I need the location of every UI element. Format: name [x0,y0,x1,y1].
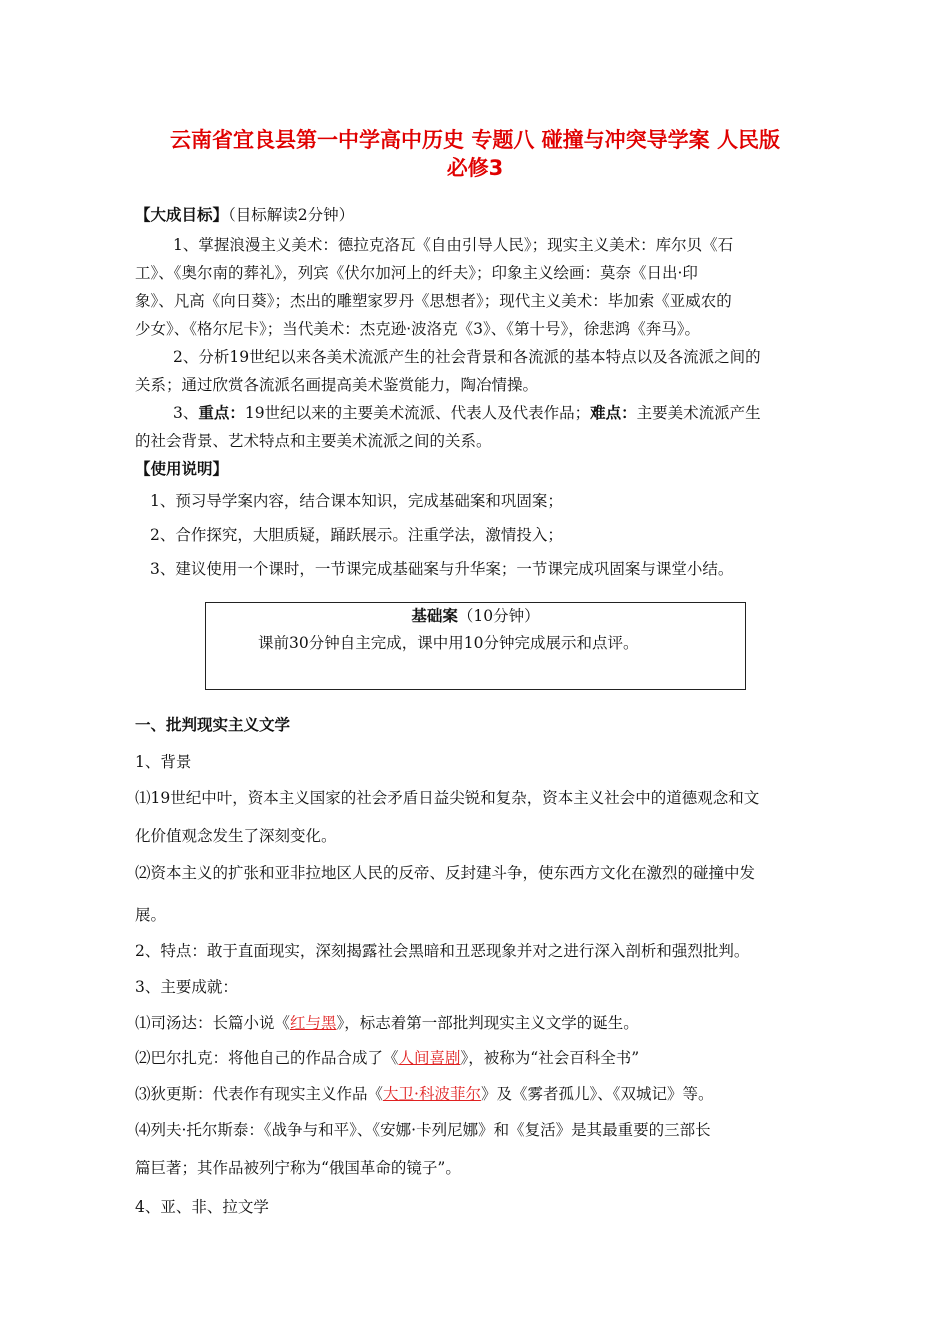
literature-heading: 4、亚、非、拉文学 [135,1198,269,1216]
achievement-1 [135,1011,639,1033]
background-2-line2: 展。 [135,906,167,924]
achievement-3-pre: ⑶狄更斯：代表作有现实主义作品《 [135,1085,384,1103]
goal-1-line2: 工》、《奥尔南的葬礼》，列宾《伏尔加河上的纤夫》；印象主义绘画：莫奈《日出·印 [135,264,698,282]
basic-case-text: 课前30分钟自主完成，课中用10分钟完成展示和点评。 [258,634,639,652]
goal-2-line1: 2、分析19世纪以来各美术流派产生的社会背景和各流派的基本特点以及各流派之间的 [173,348,761,366]
key-point-text: 19世纪以来的主要美术流派、代表人及代表作品； [244,404,591,422]
achievement-3-post: 》及《雾者孤儿》、《双城记》等。 [480,1085,714,1103]
usage-item-3: 3、建议使用一个课时，一节课完成基础案与升华案；一节课完成巩固案与课堂小结。 [150,560,734,578]
section1-heading: 一、批判现实主义文学 [135,715,291,734]
goal-1-line3: 象》、凡高《向日葵》；杰出的雕塑家罗丹《思想者》；现代主义美术：毕加索《亚威农的 [135,292,732,310]
difficulty-text: 主要美术流派产生 [636,404,761,422]
goals-heading-row [135,203,354,225]
basic-case-title-row [205,604,746,626]
goal-2-line2: 关系；通过欣赏各流派名画提高美术鉴赏能力，陶冶情操。 [135,376,539,394]
work-red-and-black: 红与黑 [290,1014,337,1032]
goal-3-line1 [173,401,761,423]
achievement-4-line2: 篇巨著；其作品被列宁称为“俄国革命的镜子”。 [135,1159,461,1177]
goal-1-line1: 1、掌握浪漫主义美术：德拉克洛瓦《自由引导人民》；现实主义美术：库尔贝《石 [173,236,734,254]
achievement-2 [135,1046,639,1068]
basic-case-title: 基础案 [411,606,458,625]
achievements-heading: 3、主要成就： [135,978,238,996]
features: 2、特点：敢于直面现实，深刻揭露社会黑暗和丑恶现象并对之进行深入剖析和强烈批判。 [135,942,750,960]
work-david-copperfield: 大卫·科波菲尔 [383,1085,481,1103]
work-human-comedy: 人间喜剧 [398,1049,461,1067]
goals-heading: 【大成目标】 [135,205,229,224]
background-heading: 1、背景 [135,753,192,771]
doc-title-line1: 云南省宜良县第一中学高中历史 专题八 碰撞与冲突导学案 人民版 [170,128,780,152]
achievement-2-pre: ⑵巴尔扎克：将他自己的作品合成了《 [135,1049,399,1067]
goal-3-line2: 的社会背景、艺术特点和主要美术流派之间的关系。 [135,432,492,450]
achievement-1-pre: ⑴司汤达：长篇小说《 [135,1014,291,1032]
background-1-line2: 化价值观念发生了深刻变化。 [135,827,337,845]
background-1-line1: ⑴19世纪中叶，资本主义国家的社会矛盾日益尖锐和复杂，资本主义社会中的道德观念和文 [135,789,760,807]
usage-item-1: 1、预习导学案内容，结合课本知识，完成基础案和巩固案； [150,492,563,510]
goal-3-prefix: 3、 [173,404,199,422]
goals-heading-note: （目标解读2分钟） [228,206,355,224]
background-2-line1: ⑵资本主义的扩张和亚非拉地区人民的反帝、反封建斗争，使东西方文化在激烈的碰撞中发 [135,864,756,882]
doc-title-line2: 必修3 [446,156,504,180]
difficulty-label: 难点： [590,403,637,422]
achievement-4-line1: ⑷列夫·托尔斯泰：《战争与和平》、《安娜·卡列尼娜》和《复活》是其最重要的三部长 [135,1121,711,1139]
achievement-3 [135,1082,713,1104]
achievement-2-post: 》，被称为“社会百科全书” [460,1049,640,1067]
usage-item-2: 2、合作探究，大胆质疑，踊跃展示。注重学法，激情投入； [150,526,563,544]
key-point-label: 重点： [198,403,245,422]
goal-1-line4: 少女》、《格尔尼卡》；当代美术：杰克逊·波洛克《3》、《第十号》，徐悲鸿《奔马》。 [135,320,701,338]
basic-case-note: （10分钟） [457,607,540,625]
achievement-1-post: 》，标志着第一部批判现实主义文学的诞生。 [336,1014,639,1032]
usage-heading: 【使用说明】 [135,459,229,478]
